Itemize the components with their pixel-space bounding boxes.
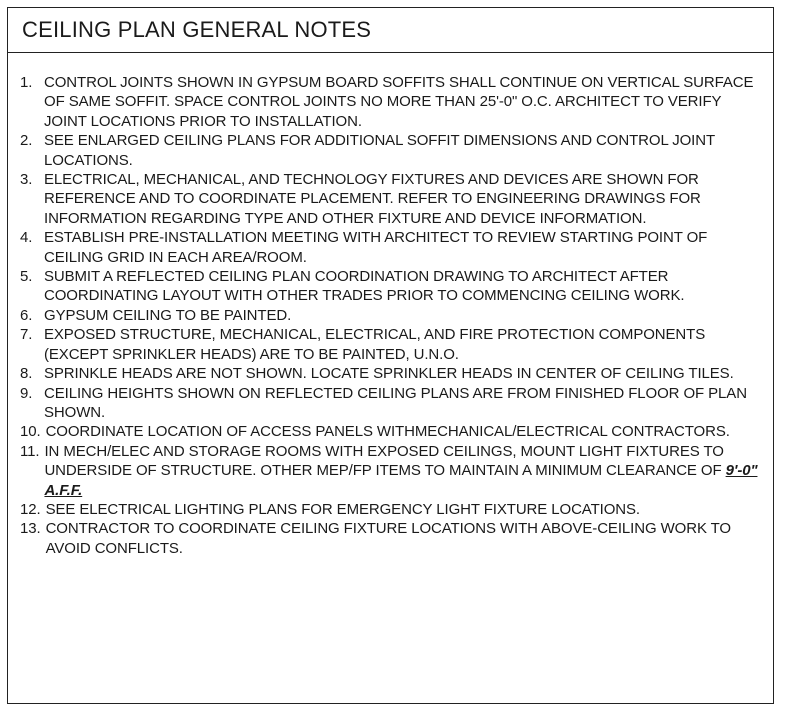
note-number: 10. bbox=[20, 423, 41, 441]
note-number: 12. bbox=[20, 500, 41, 518]
note-number: 5. bbox=[20, 268, 33, 286]
note-number: 11. bbox=[20, 442, 40, 460]
note-number: 6. bbox=[20, 306, 33, 324]
general-notes-box bbox=[7, 7, 774, 704]
note-item-2 bbox=[20, 131, 759, 170]
clearance-dimension: 9'-0" A.F.F. bbox=[44, 462, 758, 499]
note-item-4 bbox=[20, 228, 759, 267]
note-text: ELECTRICAL, MECHANICAL, AND TECHNOLOGY FIXTURES AND DEVICES ARE SHOWN FOR REFERENCE AND TO COORDINATE PLACEMENT. REFER TO ENGINEERING DRAWINGS FOR INFORMATION REGARDING TYPE AND OTHER FIXTURE AND DEVICE INFORMATION. bbox=[44, 171, 701, 227]
note-item-13 bbox=[20, 519, 759, 558]
note-item-11 bbox=[20, 442, 759, 500]
note-item-7 bbox=[20, 325, 759, 364]
note-item-10 bbox=[20, 422, 759, 441]
note-item-5 bbox=[20, 267, 759, 306]
note-text: GYPSUM CEILING TO BE PAINTED. bbox=[44, 306, 292, 324]
note-number: 4. bbox=[20, 229, 33, 247]
note-item-3 bbox=[20, 170, 759, 228]
note-text: CEILING HEIGHTS SHOWN ON REFLECTED CEILING PLANS ARE FROM FINISHED FLOOR OF PLAN SHOWN. bbox=[44, 384, 747, 421]
notes-header bbox=[8, 8, 773, 53]
note-text: ESTABLISH PRE-INSTALLATION MEETING WITH ARCHITECT TO REVIEW STARTING POINT OF CEILING GRID IN EACH AREA/ROOM. bbox=[44, 229, 708, 266]
note-item-9 bbox=[20, 384, 759, 423]
note-number: 7. bbox=[20, 326, 33, 344]
note-text: CONTROL JOINTS SHOWN IN GYPSUM BOARD SOFFITS SHALL CONTINUE ON VERTICAL SURFACE OF SAME SOFFIT. SPACE CONTROL JOINTS NO MORE THAN 25'-0" O.C. ARCHITECT TO VERIFY JOINT LOCATIONS PRIOR TO INSTALLATION. bbox=[44, 74, 754, 130]
note-item-1 bbox=[20, 73, 759, 131]
note-text: EXPOSED STRUCTURE, MECHANICAL, ELECTRICAL, AND FIRE PROTECTION COMPONENTS (EXCEPT SPRINKLER HEADS) ARE TO BE PAINTED, U.N.O. bbox=[44, 326, 706, 363]
note-text: CONTRACTOR TO COORDINATE CEILING FIXTURE LOCATIONS WITH ABOVE-CEILING WORK TO AVOID CONFLICTS. bbox=[45, 520, 731, 557]
note-text: SEE ELECTRICAL LIGHTING PLANS FOR EMERGENCY LIGHT FIXTURE LOCATIONS. bbox=[45, 500, 640, 518]
note-item-8 bbox=[20, 364, 759, 383]
note-text: SEE ENLARGED CEILING PLANS FOR ADDITIONAL SOFFIT DIMENSIONS AND CONTROL JOINT LOCATIONS. bbox=[44, 132, 715, 169]
note-item-6 bbox=[20, 306, 759, 325]
note-number: 1. bbox=[20, 74, 33, 91]
note-text: SPRINKLE HEADS ARE NOT SHOWN. LOCATE SPRINKLER HEADS IN CENTER OF CEILING TILES. bbox=[44, 365, 734, 383]
note-text-main: IN MECH/ELEC AND STORAGE ROOMS WITH EXPOSED CEILINGS, MOUNT LIGHT FIXTURES TO UNDERSIDE OF STRUCTURE. OTHER MEP/FP ITEMS TO MAINTAIN A MINIMUM CLEARANCE OF bbox=[44, 442, 726, 480]
note-text: COORDINATE LOCATION OF ACCESS PANELS WITHMECHANICAL/ELECTRICAL CONTRACTORS. bbox=[45, 423, 730, 441]
note-number: 9. bbox=[20, 384, 33, 402]
note-number: 2. bbox=[20, 132, 33, 150]
note-text bbox=[44, 442, 759, 500]
note-item-12 bbox=[20, 500, 759, 519]
note-text: SUBMIT A REFLECTED CEILING PLAN COORDINATION DRAWING TO ARCHITECT AFTER COORDINATING LAYOUT WITH OTHER TRADES PRIOR TO COMMENCING CEILING WORK. bbox=[44, 268, 685, 305]
page-title: CEILING PLAN GENERAL NOTES bbox=[22, 17, 372, 42]
notes-list bbox=[8, 53, 773, 558]
note-number: 8. bbox=[20, 365, 33, 383]
note-number: 13. bbox=[20, 520, 41, 538]
note-number: 3. bbox=[20, 171, 33, 189]
